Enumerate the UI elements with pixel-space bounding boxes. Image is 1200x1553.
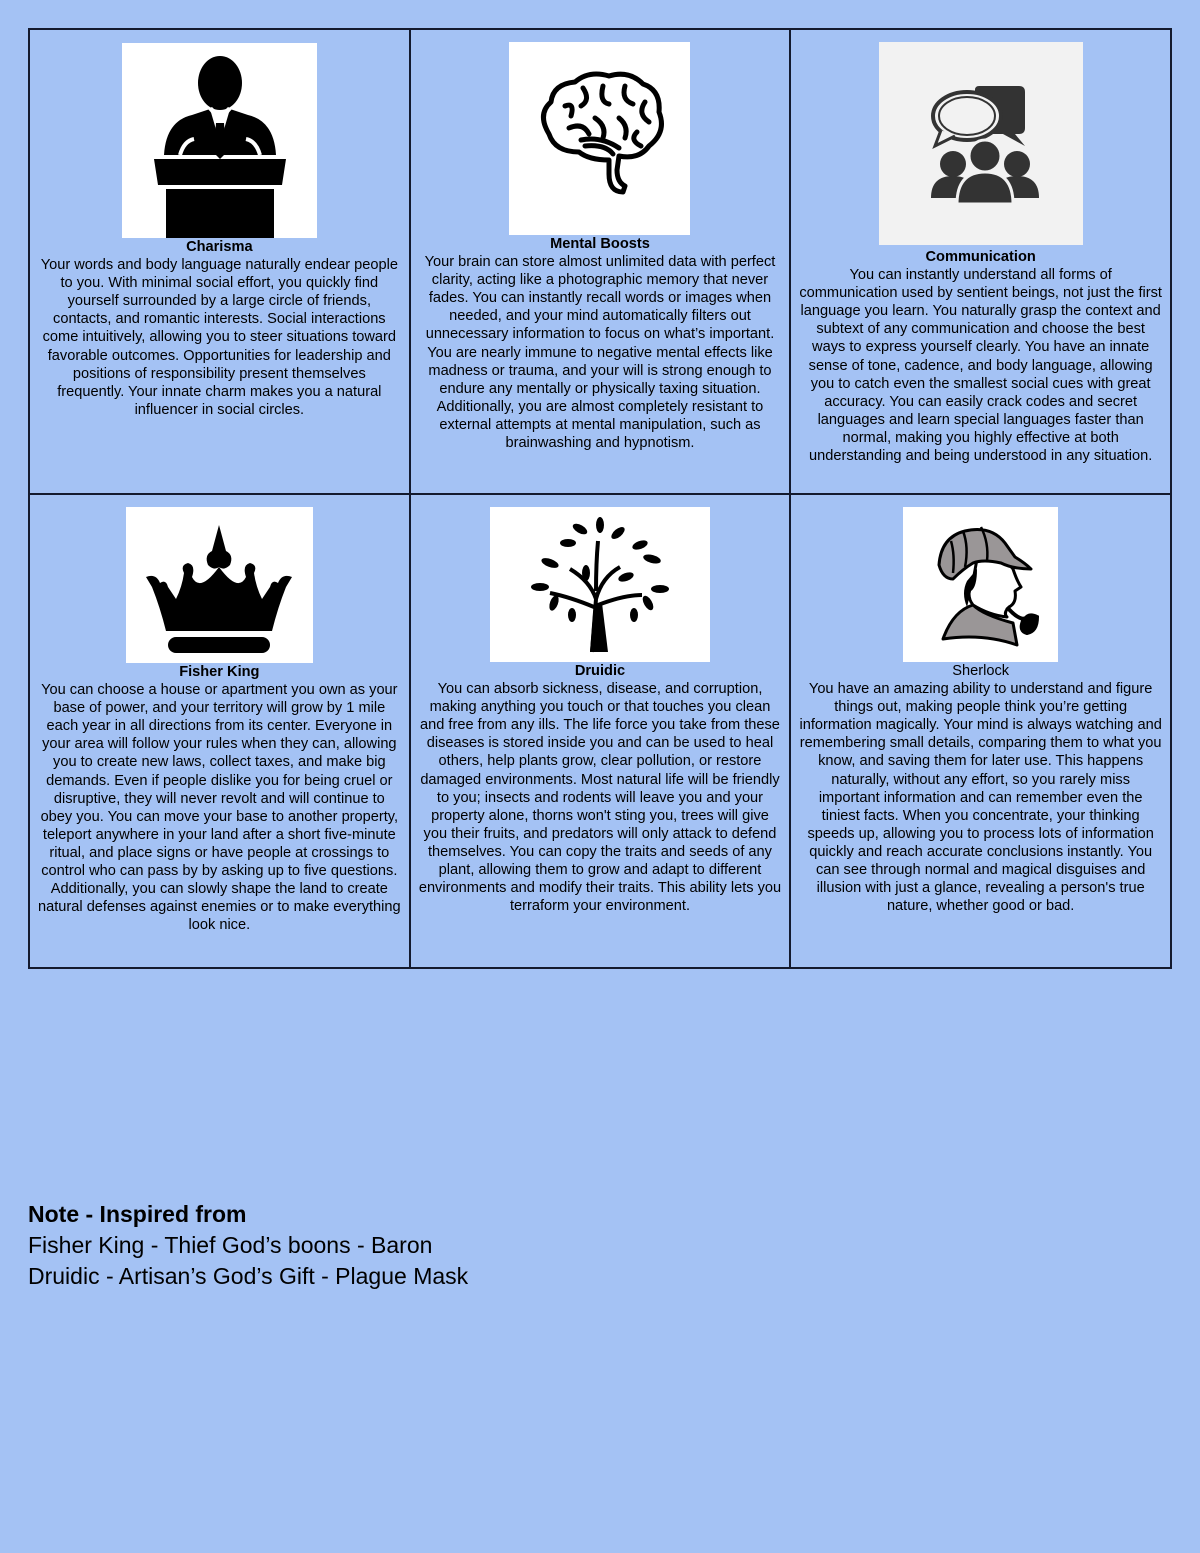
note-line: Fisher King - Thief God’s boons - Baron <box>28 1232 433 1258</box>
card-title: Sherlock <box>952 663 1010 679</box>
card-description: Your words and body language naturally endear people to you. With minimal social effort, you quickly find yourself surrounded by a large circle of friends, contacts, and romantic interests. Social interactions come intuitively, allowing you to steer situations toward favorable outcomes. Opportunities for leadership and positions of responsibility present themselves frequently. Your innate charm makes you a natural influencer in social circles. <box>40 257 398 418</box>
note-heading: Note - Inspired from <box>28 1201 247 1227</box>
group-chat-icon <box>879 42 1083 245</box>
card-title: Charisma <box>186 239 253 255</box>
card-fisher-king <box>29 494 410 968</box>
card-title: Communication <box>925 249 1036 265</box>
note-line: Druidic - Artisan’s God’s Gift - Plague Mask <box>28 1263 469 1289</box>
card-description: Your brain can store almost unlimited data with perfect clarity, acting like a photographic memory that never fades. You can instantly recall words or images when needed, and your mind automatically filters out unnecessary information to focus on what’s important. You are nearly immune to negative mental effects like madness or trauma, and your will is strong enough to endure any mentally or physically taxing situation. Additionally, you are almost completely resistant to external attempts at mental manipulation, such as brainwashing and hypnotism. <box>424 254 776 452</box>
card-druidic <box>410 494 791 968</box>
crown-icon <box>126 507 313 663</box>
card-sherlock <box>790 494 1171 968</box>
grid-row <box>29 494 1171 968</box>
speaker-podium-icon <box>122 43 317 238</box>
card-communication <box>790 29 1171 494</box>
card-title: Fisher King <box>179 664 260 680</box>
powers-grid <box>28 28 1172 969</box>
tree-icon <box>490 507 710 662</box>
card-title: Druidic <box>574 663 626 679</box>
card-description: You can absorb sickness, disease, and corruption, making anything you touch or that touches you clean and free from any ills. The life force you take from these diseases is stored inside you and can be used to heal others, help plants grow, clear pollution, or restore damaged environments. Most natural life will be friendly to you; insects and rodents will leave you and your property alone, thorns won't sting you, trees will give you their fruits, and predators will only attack to defend themselves. You can copy the traits and seeds of any plant, allowing them to grow and adapt to different environments and modify their traits. This ability lets you terraform your environment. <box>418 681 782 915</box>
brain-icon <box>509 42 690 235</box>
card-charisma <box>29 29 410 494</box>
card-description: You have an amazing ability to understand and figure things out, making people think you’re getting information magically. Your mind is always watching and remembering small details, comparing them to what you know, and saving them for later use. This happens naturally, without any effort, so you rarely miss important information and can remember even the tiniest facts. When you concentrate, your thinking speeds up, allowing you to process lots of information quickly and reach accurate conclusions instantly. You can see through normal and magical disguises and illusion with just a glance, revealing a person's true nature, whether good or bad. <box>799 681 1162 915</box>
card-description: You can instantly understand all forms of communication used by sentient beings, not just the first language you learn. You naturally grasp the context and subtext of any communication and choose the best ways to express yourself clearly. You have an innate sense of tone, cadence, and body language, allowing you to catch even the smallest social cues with great accuracy. You can easily crack codes and secret languages and learn special languages faster than normal, making you highly effective at both understanding and being understood in any situation. <box>799 267 1162 465</box>
detective-icon <box>903 507 1058 662</box>
grid-row <box>29 29 1171 494</box>
card-description: You can choose a house or apartment you own as your base of power, and your territory will grow by 1 mile each year in all directions from its center. Everyone in your area will follow your rules when they can, allowing you to create new laws, collect taxes, and make big demands. Even if people dislike you for being cruel or disruptive, they will never revolt and will continue to obey you. You can move your base to another property, teleport anywhere in your land after a short five-minute ritual, and place signs or have people at crossings to control who can pass by by asking up to five questions. Additionally, you can slowly shape the land to create natural defenses against enemies or to make everything look nice. <box>38 682 401 934</box>
inspiration-note <box>28 1199 468 1292</box>
card-title: Mental Boosts <box>550 236 650 252</box>
card-mental-boosts <box>410 29 791 494</box>
